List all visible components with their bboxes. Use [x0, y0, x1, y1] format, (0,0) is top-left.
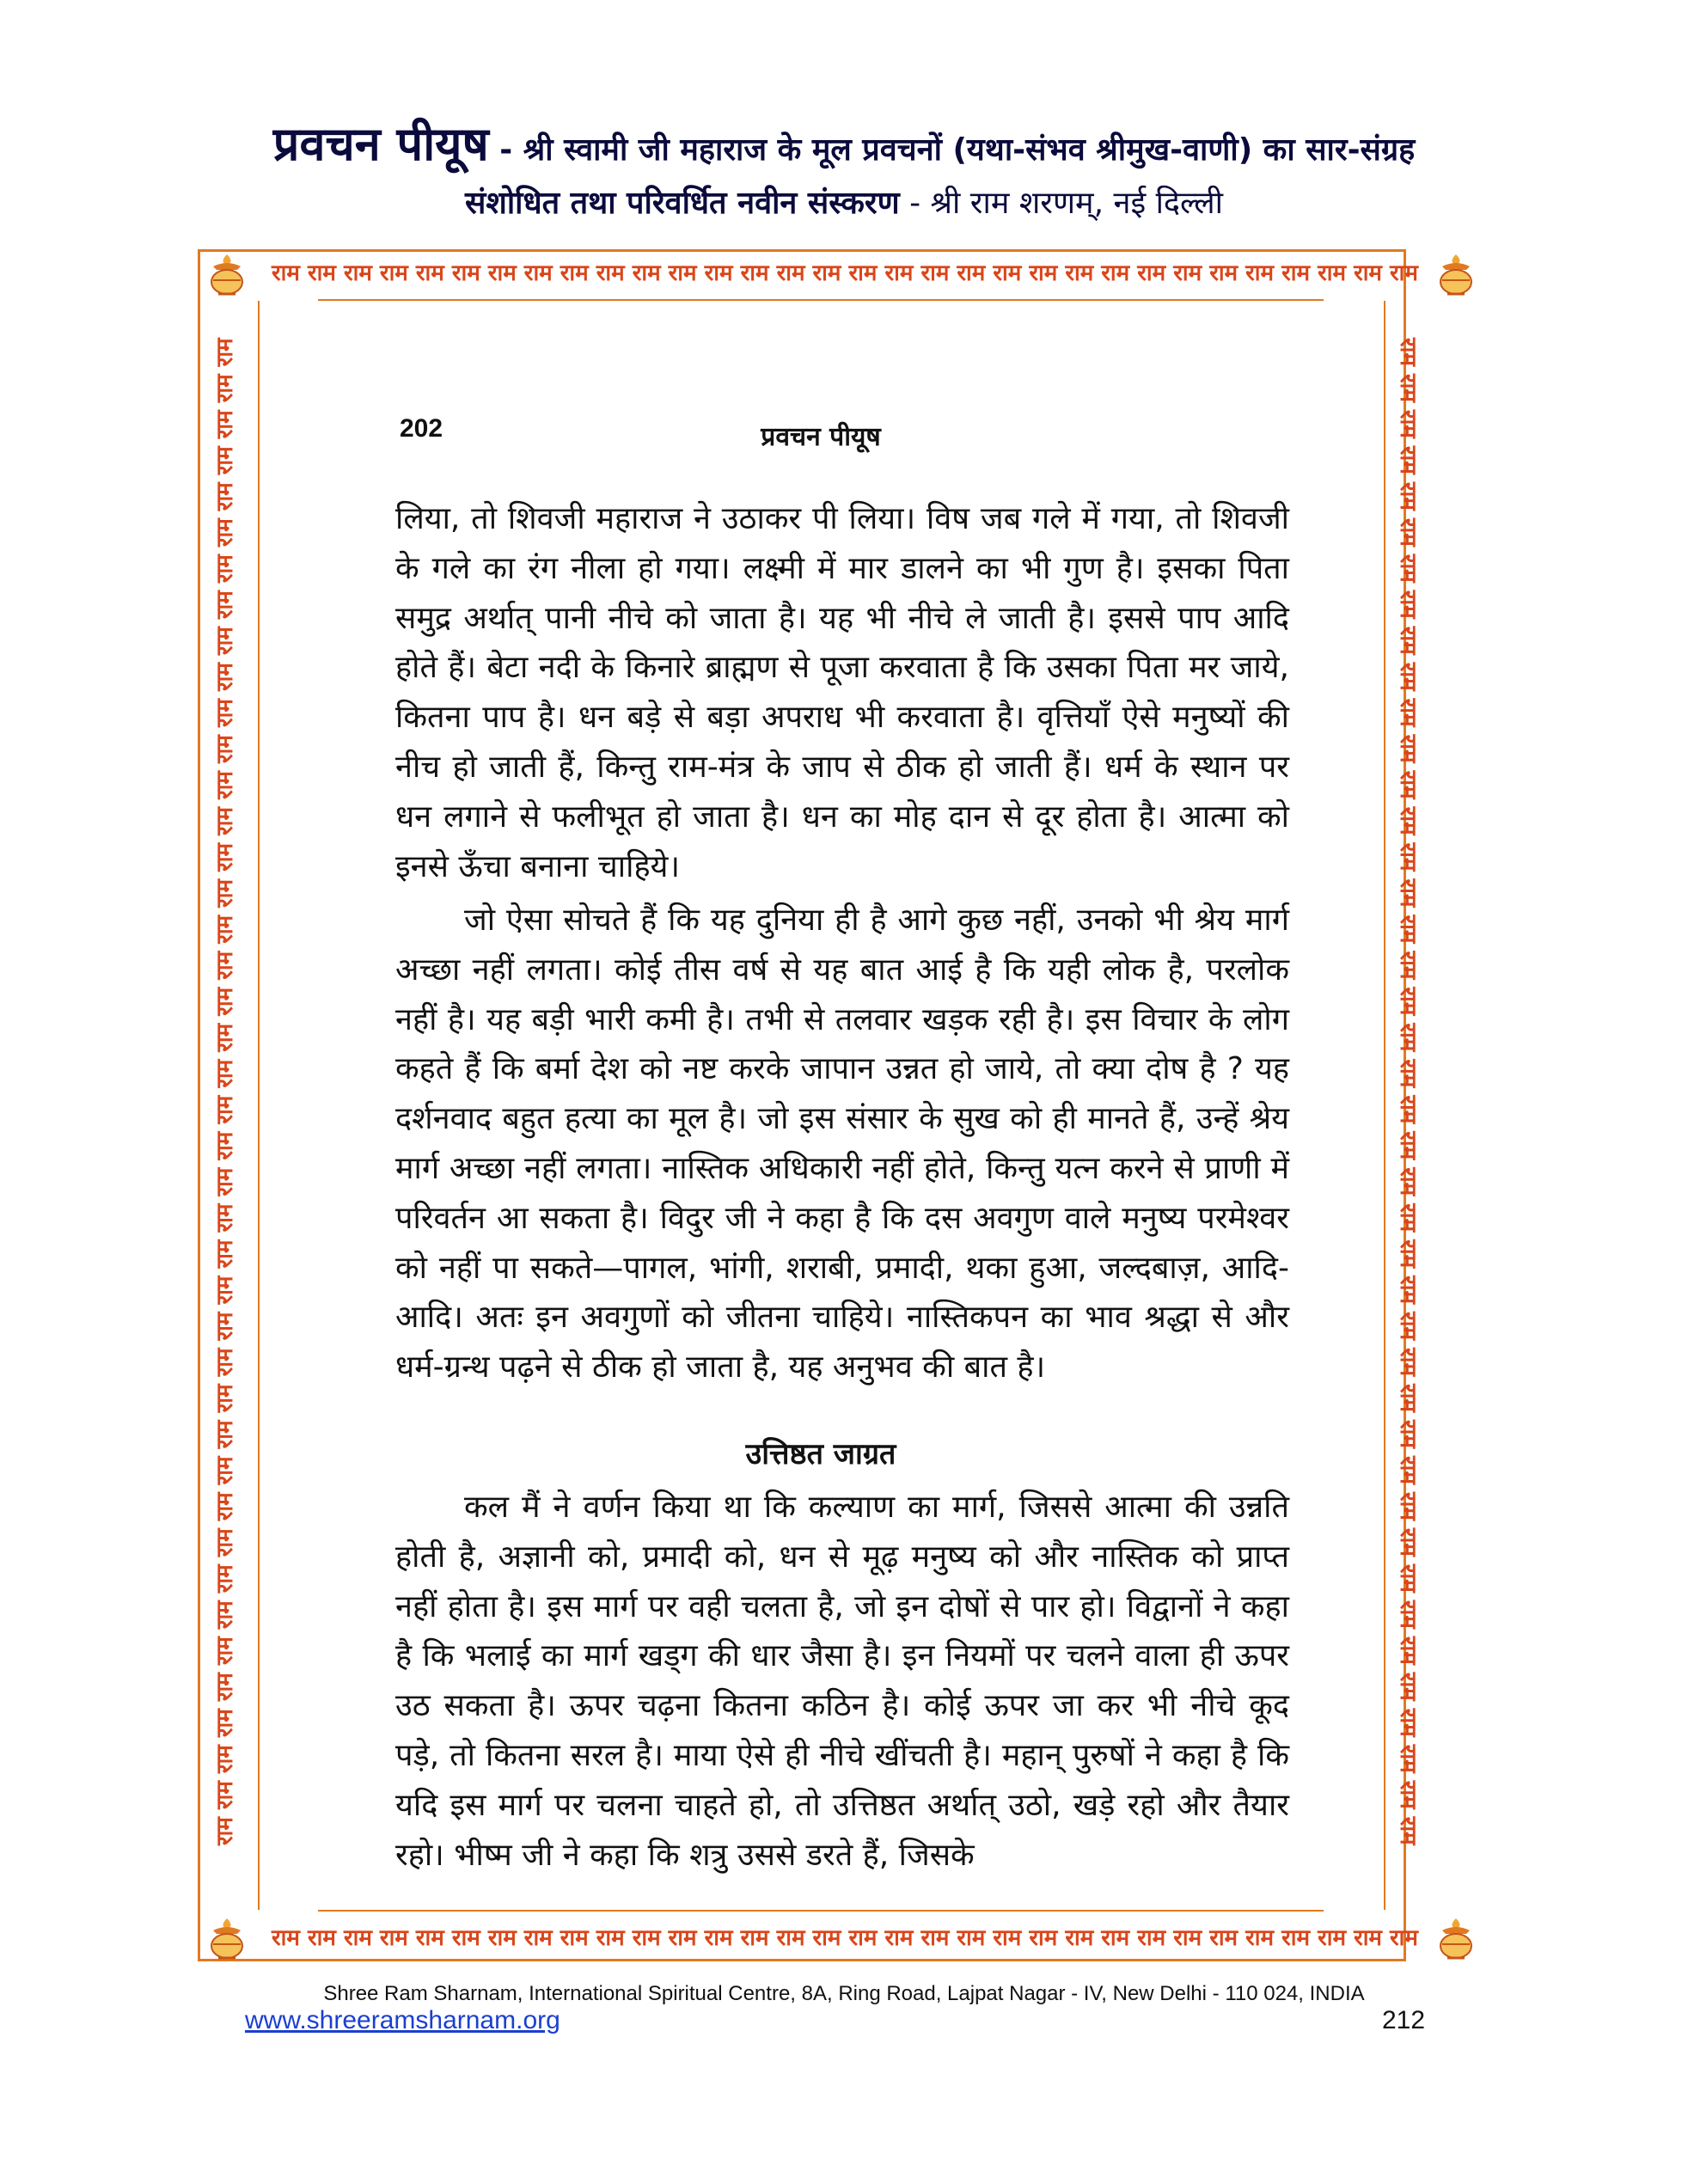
kalash-icon [203, 1915, 251, 1963]
kalash-icon [203, 251, 251, 299]
section-heading: उत्तिष्ठत जाग्रत [745, 1437, 896, 1471]
ram-border-left: राम राम राम राम राम राम राम राम राम राम राम राम राम राम राम राम राम राम राम राम राम राम राम राम राम राम राम राम राम राम राम राम राम राम राम राम राम राम राम राम राम राम [212, 338, 238, 1845]
footer-address: Shree Ram Sharnam, International Spiritual Centre, 8A, Ring Road, Lajpat Nagar - IV, New Delhi - 110 024, INDIA [323, 1982, 1365, 2005]
ram-border-top: राम राम राम राम राम राम राम राम राम राम राम राम राम राम राम राम राम राम राम राम राम राम राम राम राम राम राम राम राम राम राम राम [272, 260, 1418, 286]
header-title-rest: - श्री स्वामी जी महाराज के मूल प्रवचनों (यथा-संभव श्रीमुख-वाणी) का सार-संग्रह [488, 132, 1416, 168]
inner-frame-bottom [318, 1910, 1324, 1912]
book-page-number: 202 [400, 414, 443, 443]
footer-website-link[interactable]: www.shreeramsharnam.org [245, 2006, 560, 2034]
ram-border-right: राम राम राम राम राम राम राम राम राम राम राम राम राम राम राम राम राम राम राम राम राम राम राम राम राम राम राम राम राम राम राम राम राम राम राम राम राम राम राम राम राम राम [1395, 338, 1421, 1845]
paragraph-2: जो ऐसा सोचते हैं कि यह दुनिया ही है आगे कुछ नहीं, उनको भी श्रेय मार्ग अच्छा नहीं लगता। कोई तीस वर्ष से यह बात आई है कि यही लोक है, परलोक नहीं है। यह बड़ी भारी कमी है। तभी से तलवार खड़क रही है। इस विचार के लोग कहते हैं कि बर्मा देश को नष्ट करके जापान उन्नत हो जाये, तो क्या दोष है ? यह दर्शनवाद बहुत हत्या का मूल है। जो इस संसार के सुख को ही मानते हैं, उन्हें श्रेय मार्ग अच्छा नहीं लगता। नास्तिक अधिकारी नहीं होते, किन्तु यत्न करने से प्राणी में परिवर्तन आ सकता है। विदुर जी ने कहा है कि दस अवगुण वाले मनुष्य परमेश्वर को नहीं पा सकते—पागल, भांगी, शराबी, प्रमादी, थका हुआ, जल्दबाज़, आदि-आदि। अतः इन अवगुणों को जीतना चाहिये। नास्तिकपन का भाव श्रद्धा से और धर्म-ग्रन्थ पढ़ने से ठीक हो जाता है, यह अनुभव की बात है। [395, 902, 1289, 1386]
header-subtitle-bold: संशोधित तथा परिवर्धित नवीन संस्करण [465, 186, 900, 221]
inner-frame-left [258, 301, 260, 1910]
footer-page-number: 212 [1382, 2006, 1426, 2034]
scanned-page [327, 361, 1315, 1891]
header-subtitle [0, 180, 1688, 223]
paragraph-1: लिया, तो शिवजी महाराज ने उठाकर पी लिया। विष जब गले में गया, तो शिवजी के गले का रंग नीला हो गया। लक्ष्मी में मार डालने का भी गुण है। इसका पिता समुद्र अर्थात् पानी नीचे को जाता है। यह भी नीचे ले जाती है। इससे पाप आदि होते हैं। बेटा नदी के किनारे ब्राह्मण से पूजा करवाता है कि उसका पिता मर जाये, कितना पाप है। धन बड़े से बड़ा अपराध भी करवाता है। वृत्तियाँ ऐसे मनुष्यों की नीच हो जाती हैं, किन्तु राम-मंत्र के जाप से ठीक हो जाती हैं। धर्म के स्थान पर धन लगाने से फलीभूत हो जाता है। धन का मोह दान से दूर होता है। आत्मा को इनसे ऊँचा बनाना चाहिये। [395, 501, 1289, 884]
header-title-main: प्रवचन पीयूष [272, 117, 489, 171]
kalash-icon [1432, 1915, 1480, 1963]
inner-frame-top [318, 299, 1324, 301]
paragraph-3: कल मैं ने वर्णन किया था कि कल्याण का मार्ग, जिससे आत्मा की उन्नति होती है, अज्ञानी को, प्रमादी को, धन से मूढ़ मनुष्य को और नास्तिक को प्राप्त नहीं होता है। इस मार्ग पर वही चलता है, जो इन दोषों से पार हो। विद्वानों ने कहा है कि भलाई का मार्ग खड्ग की धार जैसा है। इन नियमों पर चलने वाला ही ऊपर उठ सकता है। ऊपर चढ़ना कितना कठिन है। कोई ऊपर जा कर भी नीचे कूद पड़े, तो कितना सरल है। माया ऐसे ही नीचे खींचती है। महान् पुरुषों ने कहा है कि यदि इस मार्ग पर चलना चाहते हो, तो उत्तिष्ठत अर्थात् उठो, खड़े रहो और तैयार रहो। भीष्म जी ने कहा कि शत्रु उससे डरते हैं, जिसके [395, 1490, 1289, 1873]
inner-frame-right [1384, 301, 1385, 1910]
header-title [0, 110, 1688, 174]
ram-border-bottom: राम राम राम राम राम राम राम राम राम राम राम राम राम राम राम राम राम राम राम राम राम राम राम राम राम राम राम राम राम राम राम राम [272, 1925, 1418, 1951]
book-page-title: प्रवचन पीयूष [761, 422, 881, 452]
kalash-icon [1432, 251, 1480, 299]
header-subtitle-rest: - श्री राम शरणम्, नई दिल्ली [899, 186, 1223, 221]
